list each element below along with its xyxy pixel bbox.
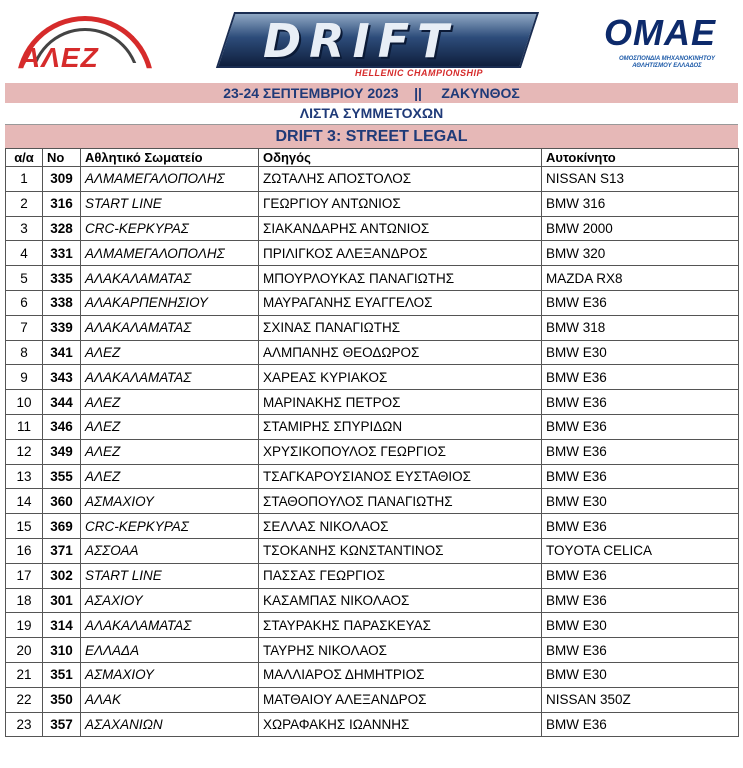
table-row	[6, 290, 739, 315]
entry-list-title: ΛΙΣΤΑ ΣΥΜΜΕΤΟΧΩΝ	[299, 105, 444, 121]
table-row	[6, 191, 739, 216]
omae-logo-subtitle: ΟΜΟΣΠΟΝΔΙΑ ΜΗΧΑΝΟΚΙΝΗΤΟΥ ΑΘΛΗΤΙΣΜΟΥ ΕΛΛΑΔΟΣ	[619, 56, 715, 69]
row-driver: ΣΤΑΜΙΡΗΣ ΣΠΥΡΙΔΩΝ	[259, 414, 542, 439]
row-number: 346	[43, 414, 81, 439]
row-car: BMW E36	[542, 638, 739, 663]
row-number: 314	[43, 613, 81, 638]
row-driver: ΠΡΙΛΙΓΚΟΣ ΑΛΕΞΑΝΔΡΟΣ	[259, 241, 542, 266]
row-car: TOYOTA CELICA	[542, 538, 739, 563]
row-car: BMW E30	[542, 613, 739, 638]
row-index: 9	[6, 365, 43, 390]
table-row	[6, 712, 739, 737]
row-index: 13	[6, 464, 43, 489]
row-number: 309	[43, 167, 81, 192]
row-index: 21	[6, 662, 43, 687]
row-driver: ΣΤΑΘΟΠΟΥΛΟΣ ΠΑΝΑΓΙΩΤΗΣ	[259, 489, 542, 514]
table-row	[6, 167, 739, 192]
table-row	[6, 638, 739, 663]
row-car: BMW E36	[542, 439, 739, 464]
row-club: ΑΛΕΖ	[81, 340, 259, 365]
row-club: ΑΛΕΖ	[81, 414, 259, 439]
row-club: ΑΛΑΚ	[81, 687, 259, 712]
row-driver: ΜΑΛΛΙΑΡΟΣ ΔΗΜΗΤΡΙΟΣ	[259, 662, 542, 687]
row-car: BMW E36	[542, 514, 739, 539]
category-title: DRIFT 3: STREET LEGAL	[5, 124, 738, 150]
row-club: START LINE	[81, 191, 259, 216]
row-index: 10	[6, 390, 43, 415]
header-index: α/α	[6, 149, 43, 167]
row-number: 349	[43, 439, 81, 464]
table-row	[6, 439, 739, 464]
table-row	[6, 266, 739, 291]
row-club: ΑΛΜΑΜΕΓΑΛΟΠΟΛΗΣ	[81, 241, 259, 266]
row-number: 369	[43, 514, 81, 539]
omae-logo	[598, 12, 728, 76]
row-car: BMW E36	[542, 390, 739, 415]
row-car: BMW E30	[542, 662, 739, 687]
table-row	[6, 340, 739, 365]
table-row	[6, 216, 739, 241]
row-driver: ΖΩΤΑΛΗΣ ΑΠΟΣΤΟΛΟΣ	[259, 167, 542, 192]
row-index: 18	[6, 588, 43, 613]
row-index: 22	[6, 687, 43, 712]
row-index: 14	[6, 489, 43, 514]
row-car: BMW 2000	[542, 216, 739, 241]
alez-logo-text: ΑΛΕΖ	[20, 42, 99, 73]
table-row	[6, 464, 739, 489]
row-club: ΑΛΕΖ	[81, 390, 259, 415]
row-car: BMW E30	[542, 489, 739, 514]
row-index: 2	[6, 191, 43, 216]
row-driver: ΜΠΟΥΡΛΟΥΚΑΣ ΠΑΝΑΓΙΩΤΗΣ	[259, 266, 542, 291]
drift-championship-logo	[205, 8, 550, 80]
row-driver: ΣΧΙΝΑΣ ΠΑΝΑΓΙΩΤΗΣ	[259, 315, 542, 340]
row-club: ΑΛΑΚΑΛΑΜΑΤΑΣ	[81, 613, 259, 638]
row-index: 12	[6, 439, 43, 464]
row-number: 357	[43, 712, 81, 737]
row-car: BMW E36	[542, 712, 739, 737]
row-car: MAZDA RX8	[542, 266, 739, 291]
row-club: ΑΣΜΑΧΙΟΥ	[81, 489, 259, 514]
row-driver: ΧΡΥΣΙΚΟΠΟΥΛΟΣ ΓΕΩΡΓΙΟΣ	[259, 439, 542, 464]
row-index: 3	[6, 216, 43, 241]
row-driver: ΣΕΛΛΑΣ ΝΙΚΟΛΑΟΣ	[259, 514, 542, 539]
row-car: BMW 318	[542, 315, 739, 340]
row-index: 1	[6, 167, 43, 192]
row-number: 343	[43, 365, 81, 390]
row-car: BMW E36	[542, 365, 739, 390]
row-number: 328	[43, 216, 81, 241]
table-row	[6, 563, 739, 588]
table-row	[6, 390, 739, 415]
row-number: 360	[43, 489, 81, 514]
alez-logo	[12, 12, 162, 74]
row-club: ΕΛΛΑΔΑ	[81, 638, 259, 663]
row-car: BMW 320	[542, 241, 739, 266]
table-row	[6, 365, 739, 390]
row-car: BMW E36	[542, 290, 739, 315]
row-car: NISSAN 350Z	[542, 687, 739, 712]
table-row	[6, 687, 739, 712]
row-number: 350	[43, 687, 81, 712]
page-header	[0, 0, 743, 82]
row-number: 316	[43, 191, 81, 216]
row-driver: ΧΑΡΕΑΣ ΚΥΡΙΑΚΟΣ	[259, 365, 542, 390]
row-index: 17	[6, 563, 43, 588]
entry-list-table	[5, 148, 739, 737]
row-driver: ΧΩΡΑΦΑΚΗΣ ΙΩΑΝΝΗΣ	[259, 712, 542, 737]
row-club: START LINE	[81, 563, 259, 588]
row-number: 335	[43, 266, 81, 291]
row-car: BMW 316	[542, 191, 739, 216]
row-index: 7	[6, 315, 43, 340]
row-number: 371	[43, 538, 81, 563]
row-club: ΑΣΜΑΧΙΟΥ	[81, 662, 259, 687]
row-number: 351	[43, 662, 81, 687]
row-number: 302	[43, 563, 81, 588]
row-club: ΑΛΜΑΜΕΓΑΛΟΠΟΛΗΣ	[81, 167, 259, 192]
table-row	[6, 662, 739, 687]
drift-logo-text: DRIFT	[263, 14, 457, 68]
row-number: 355	[43, 464, 81, 489]
row-driver: ΑΛΜΠΑΝΗΣ ΘΕΟΔΩΡΟΣ	[259, 340, 542, 365]
table-row	[6, 315, 739, 340]
omae-logo-text: OMAE	[604, 12, 716, 53]
row-number: 301	[43, 588, 81, 613]
row-number: 341	[43, 340, 81, 365]
row-club: ΑΛΑΚΑΛΑΜΑΤΑΣ	[81, 365, 259, 390]
row-club: ΑΛΑΚΑΛΑΜΑΤΑΣ	[81, 315, 259, 340]
row-club: ΑΛΕΖ	[81, 464, 259, 489]
row-club: ΑΣΑΧΑΝΙΩΝ	[81, 712, 259, 737]
table-row	[6, 414, 739, 439]
row-car: BMW E36	[542, 563, 739, 588]
row-driver: ΓΕΩΡΓΙΟΥ ΑΝΤΩΝΙΟΣ	[259, 191, 542, 216]
row-club: ΑΛΕΖ	[81, 439, 259, 464]
header-driver: Οδηγός	[259, 149, 542, 167]
row-driver: ΤΣΑΓΚΑΡΟΥΣΙΑΝΟΣ ΕΥΣΤΑΘΙΟΣ	[259, 464, 542, 489]
row-number: 331	[43, 241, 81, 266]
row-driver: ΤΑΥΡΗΣ ΝΙΚΟΛΑΟΣ	[259, 638, 542, 663]
row-club: ΑΣΑΧΙΟΥ	[81, 588, 259, 613]
row-car: BMW E36	[542, 588, 739, 613]
header-car: Αυτοκίνητο	[542, 149, 739, 167]
row-index: 16	[6, 538, 43, 563]
row-club: ΑΣΣΟΑΑ	[81, 538, 259, 563]
row-car: NISSAN S13	[542, 167, 739, 192]
row-club: ΑΛΑΚΑΡΠΕΝΗΣΙΟΥ	[81, 290, 259, 315]
row-index: 15	[6, 514, 43, 539]
row-driver: ΜΑΤΘΑΙΟΥ ΑΛΕΞΑΝΔΡΟΣ	[259, 687, 542, 712]
row-number: 310	[43, 638, 81, 663]
row-number: 344	[43, 390, 81, 415]
row-number: 339	[43, 315, 81, 340]
table-row	[6, 613, 739, 638]
row-number: 338	[43, 290, 81, 315]
header-number: Νο	[43, 149, 81, 167]
row-index: 11	[6, 414, 43, 439]
table-row	[6, 588, 739, 613]
row-driver: ΣΙΑΚΑΝΔΑΡΗΣ ΑΝΤΩΝΙΟΣ	[259, 216, 542, 241]
row-index: 19	[6, 613, 43, 638]
table-row	[6, 241, 739, 266]
row-index: 20	[6, 638, 43, 663]
row-car: BMW E30	[542, 340, 739, 365]
row-car: BMW E36	[542, 414, 739, 439]
row-car: BMW E36	[542, 464, 739, 489]
row-driver: ΚΑΣΑΜΠΑΣ ΝΙΚΟΛΑΟΣ	[259, 588, 542, 613]
row-index: 23	[6, 712, 43, 737]
table-row	[6, 489, 739, 514]
row-club: CRC-ΚΕΡΚΥΡΑΣ	[81, 514, 259, 539]
row-index: 4	[6, 241, 43, 266]
event-date-location: 23-24 ΣΕΠΤΕΜΒΡΙΟΥ 2023 || ΖΑΚΥΝΘΟΣ	[5, 83, 738, 103]
table-row	[6, 538, 739, 563]
row-driver: ΜΑΡΙΝΑΚΗΣ ΠΕΤΡΟΣ	[259, 390, 542, 415]
table-header-row	[6, 149, 739, 167]
drift-logo-subtitle: HELLENIC CHAMPIONSHIP	[355, 68, 484, 78]
row-driver: ΣΤΑΥΡΑΚΗΣ ΠΑΡΑΣΚΕΥΑΣ	[259, 613, 542, 638]
row-driver: ΜΑΥΡΑΓΑΝΗΣ ΕΥΑΓΓΕΛΟΣ	[259, 290, 542, 315]
row-driver: ΠΑΣΣΑΣ ΓΕΩΡΓΙΟΣ	[259, 563, 542, 588]
row-club: CRC-ΚΕΡΚΥΡΑΣ	[81, 216, 259, 241]
table-row	[6, 514, 739, 539]
header-club: Αθλητικό Σωματείο	[81, 149, 259, 167]
row-club: ΑΛΑΚΑΛΑΜΑΤΑΣ	[81, 266, 259, 291]
row-index: 8	[6, 340, 43, 365]
row-index: 5	[6, 266, 43, 291]
row-index: 6	[6, 290, 43, 315]
row-driver: ΤΣΟΚΑΝΗΣ ΚΩΝΣΤΑΝΤΙΝΟΣ	[259, 538, 542, 563]
